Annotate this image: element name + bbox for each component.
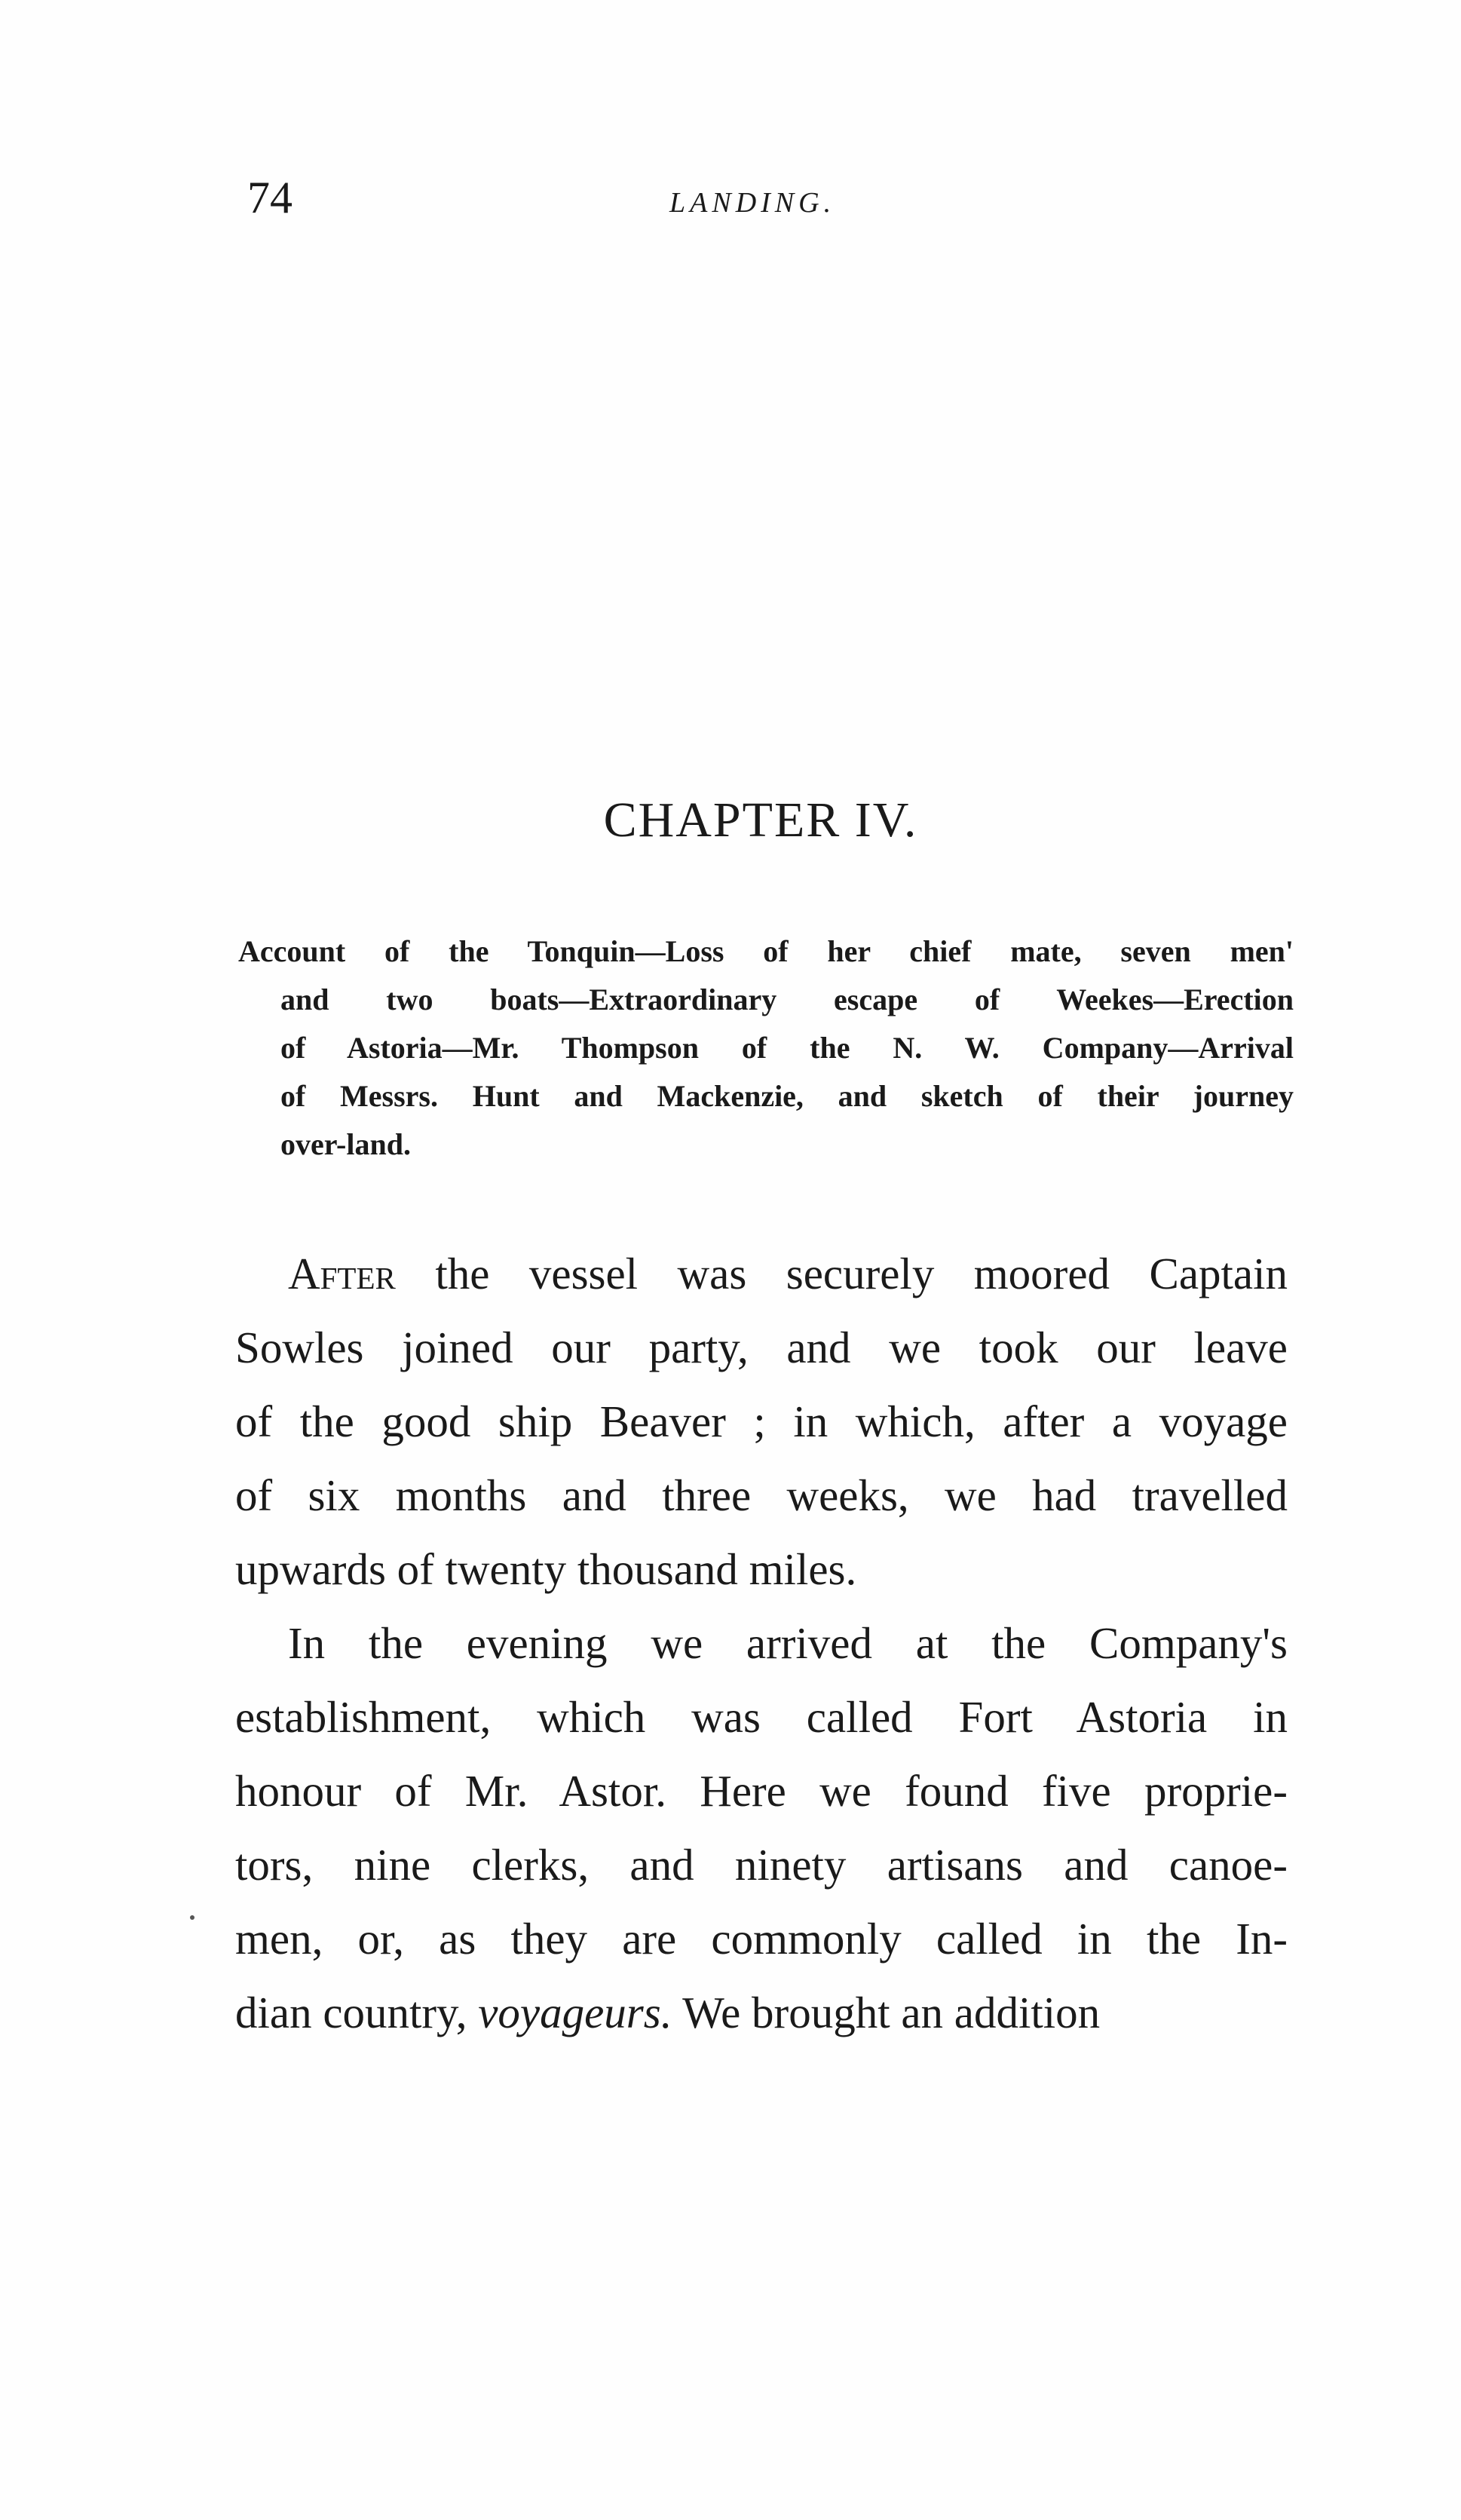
italic-word: voyageurs. [478,1988,672,2037]
paragraph-1-line: of six months and three weeks, we had travelled [235,1470,1288,1520]
chapter-summary [238,927,1294,1169]
margin-speck [190,1915,194,1920]
summary-line: over-land. [280,1127,411,1161]
paragraph-1-line: Sowles joined our party, and we took our leave [235,1323,1288,1372]
paragraph-2-line [235,1976,1288,2049]
paragraph-1-line [235,1237,1288,1311]
summary-line: of Messrs. Hunt and Mackenzie, and sketch of their journey [280,1079,1294,1113]
drop-word: After [288,1249,396,1298]
paragraph-2-last-end: We brought an addition [672,1988,1101,2037]
paragraph-2-line: tors, nine clerks, and ninety artisans and canoe- [235,1840,1288,1890]
paragraph-1-line: of the good ship Beaver ; in which, after a voyage [235,1396,1288,1446]
paragraph-2-last-start: dian country, [235,1988,479,2037]
chapter-title: CHAPTER IV. [603,792,918,848]
summary-line: and two boats—Extraordinary escape of Weekes—Erection [280,983,1294,1016]
body-text [235,1237,1288,2049]
paragraph-2-line: honour of Mr. Astor. Here we found five proprie- [235,1766,1288,1816]
running-head: LANDING. [669,187,836,219]
paragraph-2-line: establishment, which was called Fort Astoria in [235,1692,1288,1742]
paragraph-1-line: upwards of twenty thousand miles. [235,1544,857,1594]
paragraph-1-line-rest: the vessel was securely moored Captain [395,1249,1288,1298]
paragraph-2-line: In the evening we arrived at the Company's [288,1618,1288,1668]
summary-line: Account of the Tonquin—Loss of her chief mate, seven men' [238,934,1294,968]
paragraph-2-line: men, or, as they are commonly called in the In- [235,1914,1288,1964]
page-number: 74 [247,173,293,222]
summary-line: of Astoria—Mr. Thompson of the N. W. Company—Arrival [280,1031,1294,1065]
